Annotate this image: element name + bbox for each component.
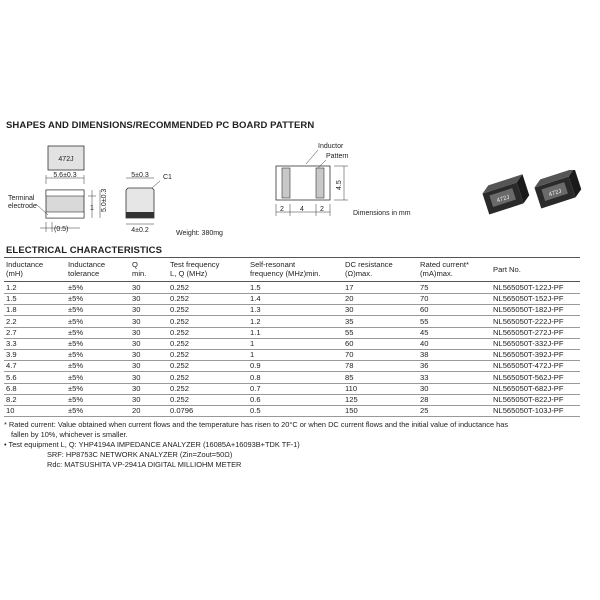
section-title-electrical: ELECTRICAL CHARACTERISTICS [6,245,163,256]
terminal-label-2: electrode [8,203,37,210]
table-cell: 1 [250,350,255,360]
table-cell: NL565050T-472J-PF [493,361,564,371]
table-cell: 10 [6,406,15,416]
table-cell: NL565050T-222J-PF [493,316,564,326]
table-cell: 30 [132,294,141,304]
rated-current-note [4,420,508,470]
table-cell: 36 [420,361,429,371]
table-top-rule [4,257,580,258]
table-cell: 1.8 [6,305,17,315]
dim-2a: 2 [280,206,284,213]
dim-bottom: 4±0.2 [131,227,149,234]
test-equipment-line-2: SRF: HP8753C NETWORK ANALYZER (Zin=Zout=50Ω) [47,450,233,459]
table-cell: ±5% [68,395,84,404]
table-cell: 17 [345,283,354,292]
table-cell: 1.3 [250,305,261,315]
table-cell: NL565050T-122J-PF [493,283,564,292]
dim-2b: 2 [320,206,324,213]
table-cell: ±5% [68,361,84,371]
dim-terminal-width: (0.5) [54,226,69,233]
table-cell: ±5% [68,327,84,337]
table-cell: NL565050T-392J-PF [493,350,564,360]
table-cell: 0.6 [250,395,261,404]
table-cell: 0.252 [170,339,190,348]
table-cell: 2.7 [6,327,17,337]
table-row-rule [4,416,580,417]
table-cell: 60 [420,305,429,315]
table-cell: NL565050T-682J-PF [493,383,564,393]
table-cell: 0.252 [170,383,190,393]
table-cell: NL565050T-182J-PF [493,305,564,315]
top-marking: 472J [58,156,74,163]
table-cell: 0.252 [170,327,190,337]
table-cell: 1.5 [250,283,261,292]
table-cell: 1.1 [250,327,261,337]
photo-marking-2: 472J [548,188,563,199]
dim-4: 4 [300,206,304,213]
table-cell: 30 [132,327,141,337]
table-cell: ±5% [68,383,84,393]
photo-marking-1: 472J [496,194,511,205]
table-cell: 5.6 [6,372,17,382]
table-cell: 0.252 [170,283,190,292]
hdr-q: Q min. [132,260,147,278]
pattern-label: Pattern [326,153,349,160]
table-cell: 110 [345,383,358,393]
table-cell: 20 [132,406,141,416]
table-cell: 8.2 [6,395,17,404]
table-cell: 78 [345,361,354,371]
table-header-rule [4,281,580,282]
table-cell: ±5% [68,372,84,382]
table-cell: 75 [420,283,429,292]
table-cell: 4.7 [6,361,17,371]
table-cell: 38 [420,350,429,360]
table-cell: NL565050T-332J-PF [493,339,564,348]
table-cell: 60 [345,339,354,348]
dim-45: 4.5 [336,180,343,190]
test-equipment-line-3: Rdc: MATSUSHITA VP-2941A DIGITAL MILLIOHM METER [47,460,242,469]
table-cell: 28 [420,395,429,404]
table-cell: 0.0796 [170,406,194,416]
table-cell: 30 [132,350,141,360]
table-cell: 150 [345,406,358,416]
table-cell: 30 [132,383,141,393]
table-cell: 85 [345,372,354,382]
table-cell: NL565050T-152J-PF [493,294,564,304]
table-cell: NL565050T-562J-PF [493,372,564,382]
table-cell: 45 [420,327,429,337]
units-label: Dimensions in mm [353,210,411,217]
table-cell: 55 [420,316,429,326]
hdr-part-no: Part No. [493,265,521,274]
table-cell: ±5% [68,406,84,416]
table-cell: NL565050T-272J-PF [493,327,564,337]
table-cell: ±5% [68,305,84,315]
table-cell: 0.252 [170,316,190,326]
dim-1: 1 [90,205,94,212]
weight: Weight: 380mg [176,230,223,237]
dim-length: 5.6±0.3 [53,172,77,179]
table-cell: 0.252 [170,294,190,304]
table-cell: 30 [132,305,141,315]
table-cell: 30 [132,316,141,326]
table-cell: 1.2 [6,283,17,292]
hdr-dc-resistance: DC resistance (Ω)max. [345,260,393,278]
dim-height: 5.0±0.3 [101,188,108,212]
hdr-rated-current: Rated current* (mA)max. [420,260,469,278]
table-cell: 40 [420,339,429,348]
table-cell: 0.8 [250,372,261,382]
table-cell: 2.2 [6,316,17,326]
table-cell: 70 [420,294,429,304]
hdr-srf: Self-resonant frequency (MHz)min. [250,260,321,278]
table-cell: ±5% [68,350,84,360]
hdr-test-frequency: Test frequency L, Q (MHz) [170,260,220,278]
table-cell: 20 [345,294,354,304]
table-cell: 1.5 [6,294,17,304]
table-cell: 30 [132,283,141,292]
table-cell: 30 [345,305,354,315]
dim-width: 5±0.3 [131,172,149,179]
table-cell: NL565050T-822J-PF [493,395,564,404]
table-cell: 3.3 [6,339,17,348]
table-cell: NL565050T-103J-PF [493,406,564,416]
table-cell: ±5% [68,294,84,304]
table-cell: 30 [132,361,141,371]
table-cell: 0.5 [250,406,261,416]
table-cell: 25 [420,406,429,416]
terminal-label-1: Terminal [8,195,35,202]
table-cell: 1.4 [250,294,261,304]
hdr-tolerance: Inductance tolerance [68,260,106,278]
table-cell: 0.7 [250,383,261,393]
hdr-inductance: Inductance (mH) [6,260,44,278]
pattern-drawing [258,138,423,220]
rated-note-line-1: * Rated current: Value obtained when current flows and the temperature has risen to 20°C or when DC current flows and the initial value of inductance has [4,420,509,429]
table-cell: 1.2 [250,316,261,326]
table-cell: 30 [420,383,429,393]
table-cell: 0.252 [170,361,190,371]
table-cell: 70 [345,350,354,360]
table-cell: 33 [420,372,429,382]
table-cell: 35 [345,316,354,326]
table-cell: 0.252 [170,372,190,382]
table-cell: ±5% [68,283,84,292]
table-cell: 3.9 [6,350,17,360]
inductor-label: Inductor [318,143,344,150]
table-cell: 0.252 [170,350,190,360]
dimension-drawing [0,138,245,243]
dim-c1: C1 [163,174,172,181]
rated-note-line-2: fallen by 10%, whichever is smaller. [11,430,128,439]
table-cell: 125 [345,395,358,404]
table-cell: 30 [132,339,141,348]
table-cell: 0.252 [170,395,190,404]
table-cell: 30 [132,372,141,382]
table-cell: 1 [250,339,255,348]
table-cell: ±5% [68,316,84,326]
table-cell: 6.8 [6,383,17,393]
table-cell: 30 [132,395,141,404]
product-photo [470,170,585,220]
table-cell: 0.252 [170,305,190,315]
section-title-shapes: SHAPES AND DIMENSIONS/RECOMMENDED PC BOARD PATTERN [6,120,315,131]
table-cell: 0.9 [250,361,261,371]
table-cell: ±5% [68,339,84,348]
test-equipment-line-1: • Test equipment L, Q: YHP4194A IMPEDANCE ANALYZER (16085A+16093B+TDK TF-1) [4,440,300,449]
table-cell: 55 [345,327,354,337]
